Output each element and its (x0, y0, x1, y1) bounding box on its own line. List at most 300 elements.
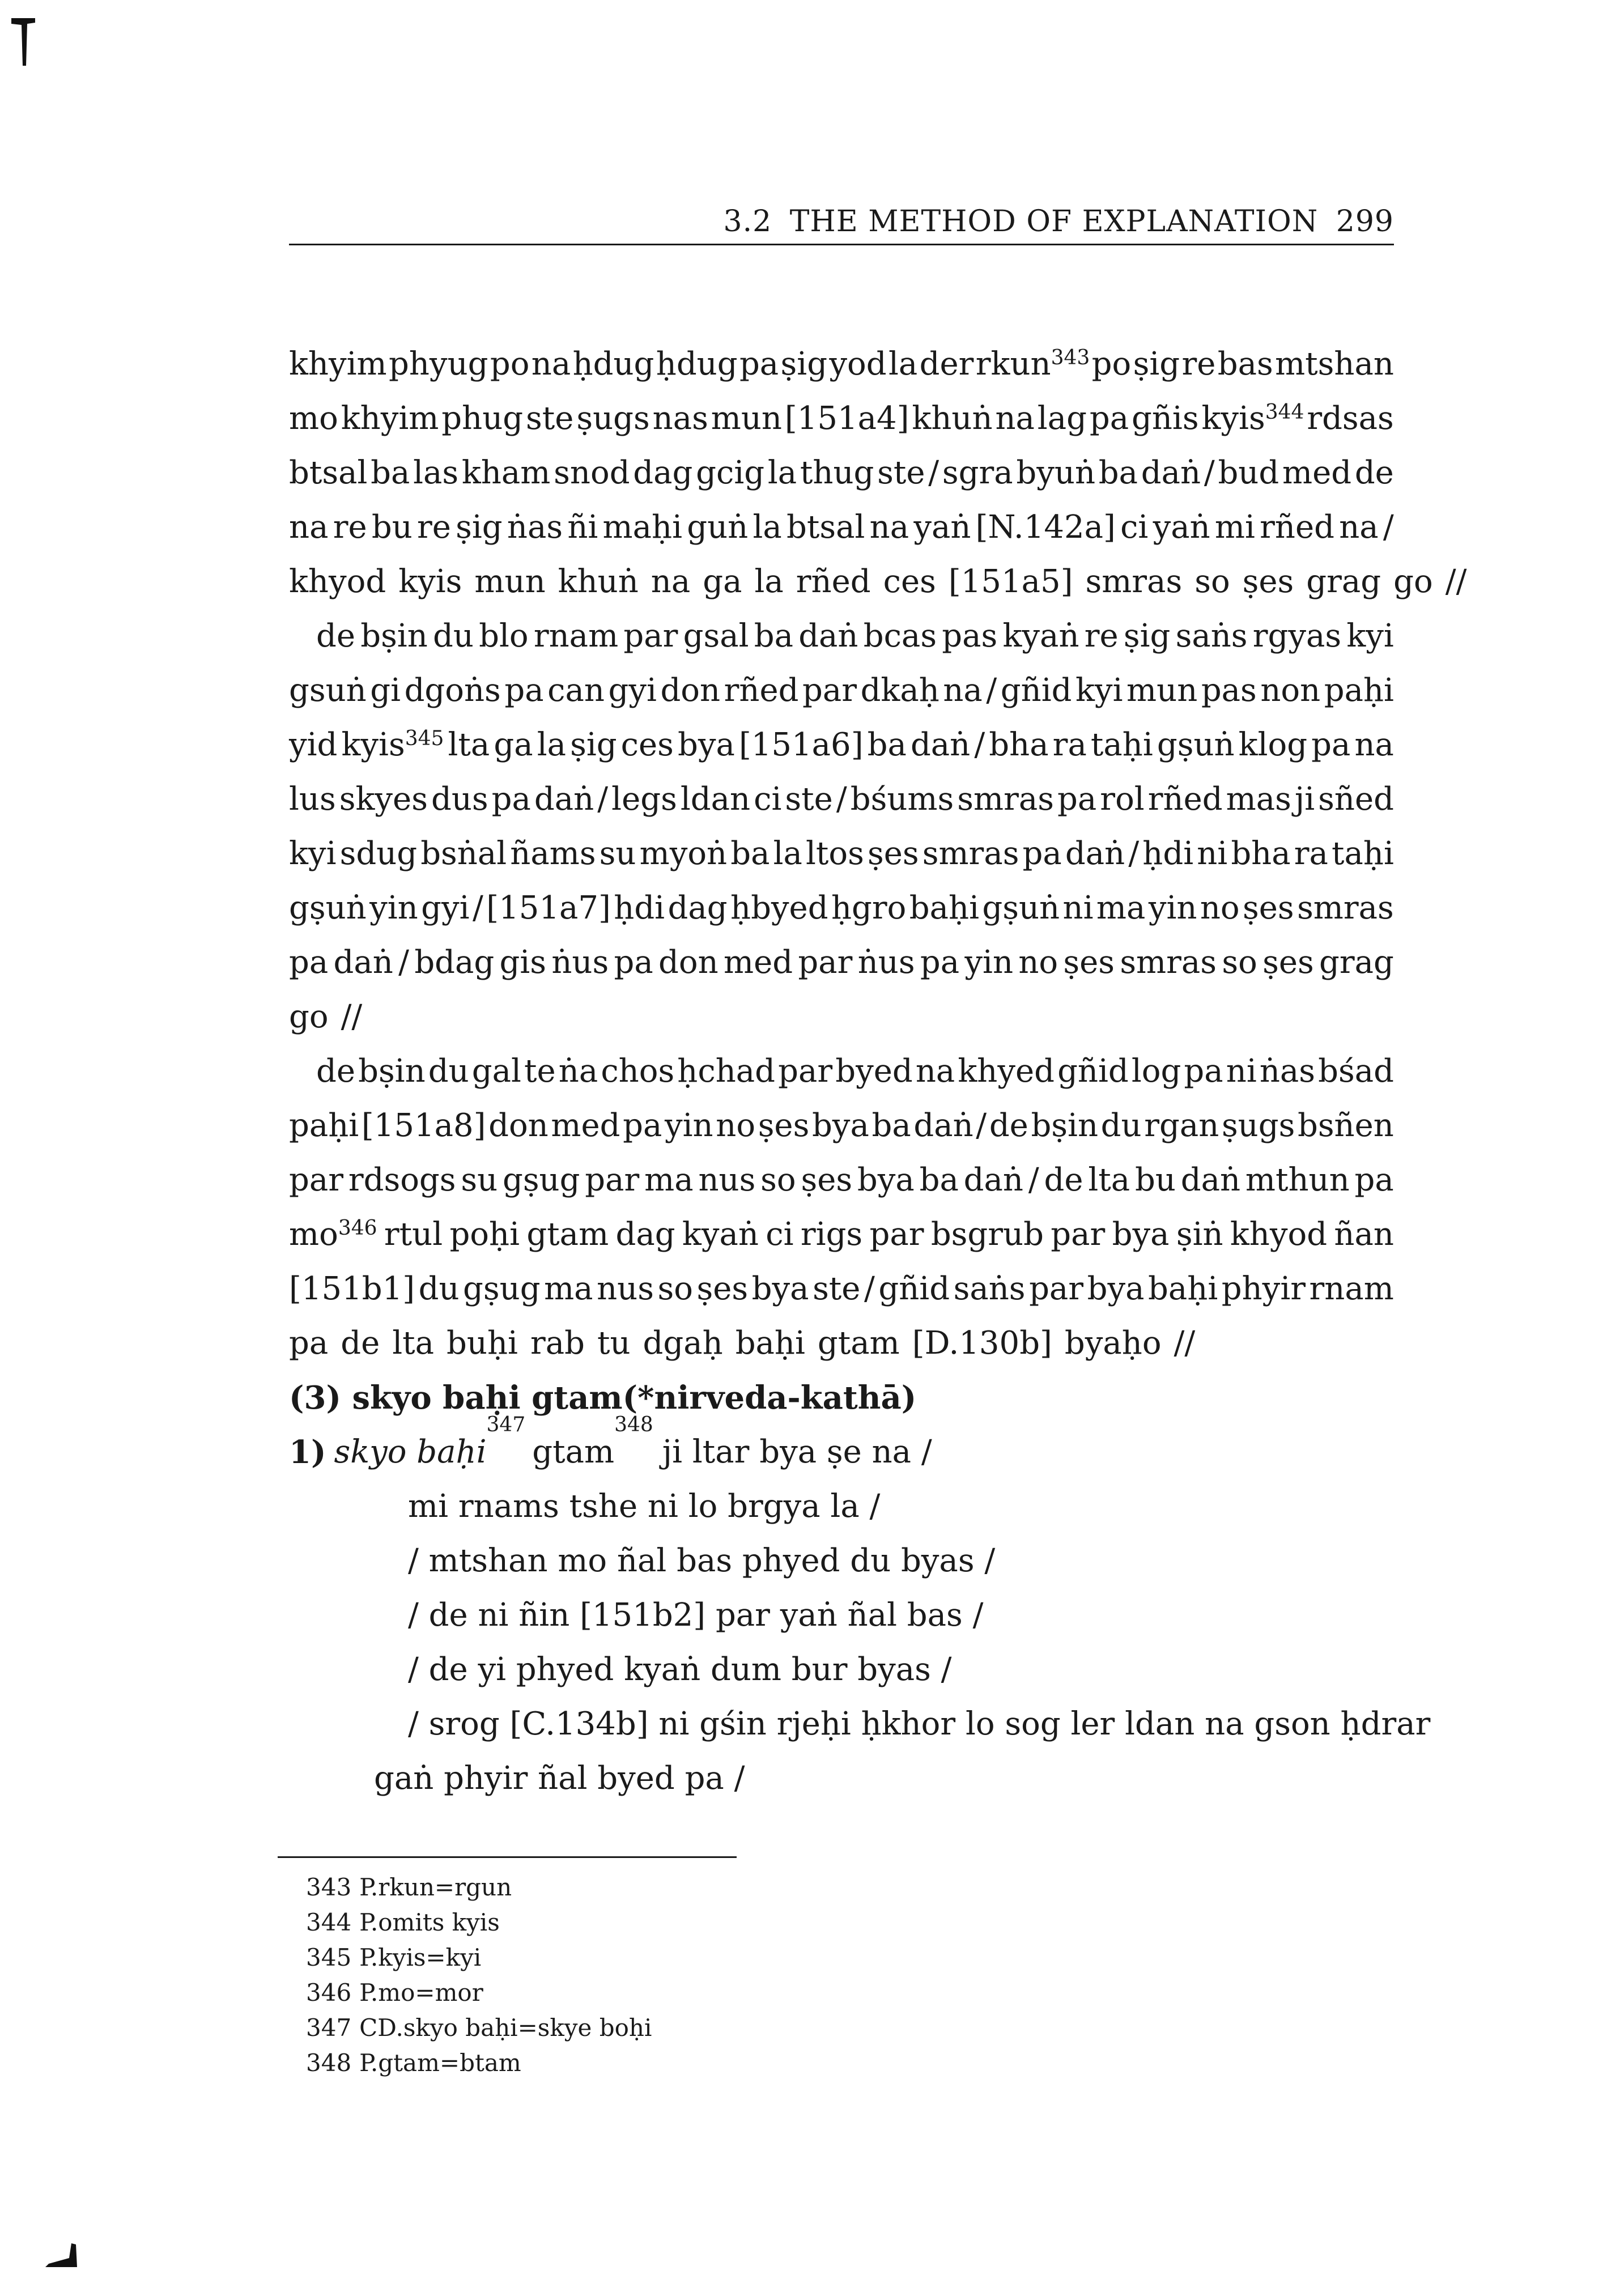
word: ma (544, 1270, 593, 1307)
binding-mark-icon (10, 16, 36, 67)
word: daṅ (1141, 454, 1201, 491)
word: go (1393, 563, 1433, 600)
word: rñed (1260, 509, 1334, 546)
verse-line: / mtshan mo ñal bas phyed du byas / (408, 1542, 996, 1579)
main-text (289, 337, 1467, 1806)
footnote-ref: 343 (1051, 346, 1090, 369)
word: daṅ (913, 1107, 973, 1144)
word: du (418, 1270, 460, 1307)
word: rol (1100, 781, 1145, 818)
word: sdug (339, 835, 418, 872)
word: lta (1088, 1162, 1130, 1198)
footnote-number: 348 (306, 2049, 352, 2077)
word: na (289, 509, 329, 546)
text-line (289, 1262, 1394, 1316)
word: ṅus (551, 944, 609, 981)
word: ṣig (780, 346, 828, 382)
footnote-text: CD.skyo baḥi=skye boḥi (359, 2014, 652, 2042)
word: ṅa (558, 1053, 598, 1090)
word: taḥi (1332, 835, 1394, 872)
text-line (289, 664, 1394, 718)
word: / (986, 672, 997, 709)
word: khyod (289, 563, 386, 600)
word: pa (1022, 835, 1062, 872)
word: ḥdi (1142, 835, 1194, 872)
text-line (289, 500, 1394, 555)
paragraph (289, 337, 1467, 609)
word: bśad (1318, 1053, 1394, 1090)
word: bṣin (360, 618, 428, 654)
word: gṣuṅ (1157, 726, 1235, 763)
word: can (547, 672, 605, 709)
word: par (778, 1053, 833, 1090)
word: gñid (1000, 672, 1072, 709)
word: btsal (787, 509, 865, 546)
word: maḥi (602, 509, 683, 546)
word: par (623, 618, 678, 654)
footnote (306, 1940, 652, 1975)
text-line (289, 881, 1394, 936)
word: ḥdug (656, 346, 738, 382)
word: legs (611, 781, 677, 818)
footnote-number: 344 (306, 1908, 352, 1936)
word: [151a8] (361, 1107, 486, 1144)
word: rñed (724, 672, 799, 709)
word: re (417, 509, 451, 546)
word: / (1383, 509, 1394, 546)
word: dus (431, 781, 488, 818)
word: bya (677, 726, 735, 763)
word: gi (370, 672, 401, 709)
word: ṅus (857, 944, 915, 981)
footnote-number: 343 (306, 1873, 352, 1901)
word: btsal (289, 454, 368, 491)
word: lta (448, 726, 490, 763)
word: thug (800, 454, 874, 491)
word: na (995, 400, 1035, 437)
word: so (1222, 944, 1257, 981)
word: no (1200, 890, 1240, 926)
word: pa (504, 672, 544, 709)
word: // (1445, 563, 1467, 600)
word: yin (665, 1107, 713, 1144)
word: grag (1319, 944, 1394, 981)
word: phug (441, 400, 524, 437)
word: gsuṅ (289, 672, 367, 709)
word: myoṅ (639, 835, 728, 872)
word: paḥi (289, 1107, 359, 1144)
footnote (306, 2010, 652, 2046)
word: daṅ (333, 944, 393, 981)
word: byaḥo (1064, 1325, 1162, 1362)
footnote-text: P.mo=mor (359, 1979, 483, 2006)
word: na (1354, 726, 1394, 763)
word: baḥi (1148, 1270, 1218, 1307)
text-line (289, 718, 1394, 772)
word: bya (857, 1162, 915, 1198)
word: ṣes (1242, 563, 1294, 600)
word: dag (633, 454, 693, 491)
word: la (767, 454, 797, 491)
word: kyaṅ (1002, 618, 1079, 654)
word: non (1260, 672, 1321, 709)
footnote-ref: 345 (405, 727, 444, 750)
word: pa (289, 1325, 329, 1362)
text-line (289, 772, 1394, 827)
word: de (989, 1107, 1028, 1144)
text-line (289, 446, 1394, 500)
word: ltos (805, 835, 864, 872)
word: so (657, 1270, 693, 1307)
word: grag (1306, 563, 1381, 600)
word: bas (1217, 346, 1273, 382)
word: na (651, 563, 691, 600)
word: ba (1098, 454, 1138, 491)
word: par (585, 1162, 640, 1198)
word: ṣes (801, 1162, 853, 1198)
word: bud (1218, 454, 1279, 491)
word: la (537, 726, 566, 763)
verse-line: / srog [C.134b] ni gśin rjeḥi ḥkhor lo sog ler ldan na gson ḥdrar (408, 1706, 1431, 1742)
text-line (289, 555, 1467, 609)
word: snod (554, 454, 630, 491)
word: ba (730, 835, 770, 872)
word: ste (813, 1270, 861, 1307)
word: / (472, 890, 483, 926)
word: ni (1197, 835, 1228, 872)
word: ci (1120, 509, 1149, 546)
word: na (1339, 509, 1379, 546)
word: kyis$^{344}$ (1201, 400, 1304, 437)
section-number: 3.2 (723, 205, 772, 239)
word: yaṅ (913, 509, 971, 546)
word: pa (1354, 1162, 1394, 1198)
word: no (1018, 944, 1058, 981)
word: yid (289, 726, 338, 763)
word: ṣes (696, 1270, 749, 1307)
paragraph (289, 1044, 1394, 1371)
word: par (802, 672, 857, 709)
word: pa (614, 944, 653, 981)
word: ṣes (758, 1107, 810, 1144)
word: pa (289, 944, 329, 981)
word: [151a7] (486, 890, 611, 926)
word: rdsogs (348, 1162, 456, 1198)
word: na (915, 1053, 955, 1090)
text-line (289, 392, 1394, 446)
word: bya (751, 1270, 809, 1307)
word: ṣig (570, 726, 617, 763)
word: par (1051, 1216, 1106, 1253)
word: smras (1297, 890, 1394, 926)
word: so (1194, 563, 1230, 600)
word: mas (1226, 781, 1291, 818)
word: gis (499, 944, 547, 981)
word: kyis (398, 563, 462, 600)
text-line (289, 1153, 1394, 1207)
word: [N.142a] (975, 509, 1116, 546)
word: / (974, 726, 985, 763)
word: gtam (817, 1325, 900, 1362)
word: gṣug (463, 1270, 541, 1307)
text-line (289, 936, 1394, 990)
word: / (398, 944, 410, 981)
word: bya (1087, 1270, 1145, 1307)
binding-mark-bottom-icon (43, 2241, 83, 2269)
word: / (836, 781, 847, 818)
word: de (1354, 454, 1394, 491)
word: du (428, 1053, 469, 1090)
word: gyi (608, 672, 657, 709)
word: med (723, 944, 793, 981)
word: mun (474, 563, 546, 600)
text-line (289, 1207, 1394, 1262)
word: tu (597, 1325, 631, 1362)
word: de (316, 1053, 355, 1090)
word: taḥi (1090, 726, 1153, 763)
chapter-title: THE METHOD OF EXPLANATION (789, 205, 1319, 239)
footnote (306, 1975, 652, 2010)
word: ji (1294, 781, 1315, 818)
word: rnam (533, 618, 619, 654)
page-number: 299 (1336, 205, 1394, 239)
text-line (289, 609, 1394, 664)
word: gsal (683, 618, 749, 654)
word: klog (1238, 726, 1308, 763)
word: dgaḥ (643, 1325, 723, 1362)
word: rigs (800, 1216, 863, 1253)
word: rnam (1309, 1270, 1394, 1307)
word: // (341, 998, 363, 1035)
item-rest: ji ltar bya ṣe na / (662, 1434, 932, 1470)
word: bya (811, 1107, 869, 1144)
word: ci (766, 1216, 794, 1253)
footnote-number: 345 (306, 1944, 352, 1971)
word: pas (942, 618, 998, 654)
word: kyis$^{345}$ (341, 726, 444, 763)
word: [151b1] (289, 1270, 415, 1307)
word: ci (754, 781, 782, 818)
verse-continuation: gaṅ phyir ñal byed pa / (374, 1760, 745, 1797)
footnote-text: P.rkun=rgun (359, 1873, 512, 1901)
footnote-text: P.omits kyis (359, 1908, 500, 1936)
word: ḥdug (572, 346, 654, 382)
word: dag (668, 890, 728, 926)
word: khyod (1230, 1216, 1328, 1253)
word: ba (371, 454, 410, 491)
word: ṣes (1063, 944, 1115, 981)
footnote-number: 346 (306, 1979, 352, 2006)
word: gñis (1132, 400, 1199, 437)
word: pa (1057, 781, 1097, 818)
word: ra (1052, 726, 1087, 763)
word: ṅas (1259, 1053, 1316, 1090)
paragraph (289, 609, 1394, 1044)
word: kham (461, 454, 551, 491)
word: ṣugs (1221, 1107, 1295, 1144)
word: bdag (414, 944, 495, 981)
word: daṅ (1180, 1162, 1241, 1198)
word: go (289, 998, 329, 1035)
word: ni (1062, 890, 1094, 926)
word: guṅ (687, 509, 749, 546)
word: pa (1311, 726, 1351, 763)
word: smras (1085, 563, 1183, 600)
word: daṅ (963, 1162, 1023, 1198)
word: // (1174, 1325, 1196, 1362)
word: saṅs (1175, 618, 1248, 654)
item-number: 1) (289, 1434, 326, 1471)
word: dag (615, 1216, 675, 1253)
word: ba (919, 1162, 959, 1198)
word: la (888, 346, 918, 382)
word: don (658, 944, 719, 981)
word: mtshan (1275, 346, 1394, 382)
footnote-ref-347: 347 (486, 1413, 526, 1436)
word: rñed (1147, 781, 1223, 818)
word: [D.130b] (912, 1325, 1052, 1362)
paragraphs (289, 337, 1467, 1371)
word: par (869, 1216, 924, 1253)
word: gyi (421, 890, 470, 926)
verse-line: / de yi phyed kyaṅ dum bur byas / (408, 1651, 952, 1688)
word: gṣuṅ (289, 890, 367, 926)
word: par (289, 1162, 344, 1198)
word: la (754, 563, 784, 600)
word: pa (1184, 1053, 1223, 1090)
word: ṣes (1262, 944, 1314, 981)
word: bu (1134, 1162, 1176, 1198)
word: bṣin (1031, 1107, 1099, 1144)
word: yin (369, 890, 418, 926)
word: la (753, 509, 782, 546)
word: poḥi (449, 1216, 520, 1253)
word: gtam (526, 1216, 609, 1253)
word: gṣug (502, 1162, 580, 1198)
footnotes (306, 1870, 652, 2081)
word: skyes (339, 781, 428, 818)
footnote-ref-348: 348 (614, 1413, 653, 1436)
word: buḥi (447, 1325, 518, 1362)
word: rñed (796, 563, 871, 600)
word: par (1029, 1270, 1084, 1307)
text-line (289, 337, 1394, 392)
word: bha (1231, 835, 1291, 872)
word: yod (829, 346, 887, 382)
word: ba (867, 726, 907, 763)
word: pa (739, 346, 779, 382)
word: mi (1214, 509, 1255, 546)
word: phyir (1221, 1270, 1306, 1307)
word: no (716, 1107, 756, 1144)
word: rgan (1144, 1107, 1219, 1144)
word: pa (623, 1107, 662, 1144)
word: kyi (1346, 618, 1394, 654)
word: smras (957, 781, 1054, 818)
word: / (1204, 454, 1215, 491)
text-line (289, 1316, 1394, 1371)
word: bu (371, 509, 413, 546)
word: smras (1120, 944, 1217, 981)
word: blo (479, 618, 529, 654)
word: re (1181, 346, 1216, 382)
word: ḥgro (831, 890, 907, 926)
footnote-rule (278, 1856, 737, 1858)
word: rtul (384, 1216, 443, 1253)
word: bsñen (1297, 1107, 1394, 1144)
word: yin (1148, 890, 1197, 926)
word: su (461, 1162, 498, 1198)
word: pas (1201, 672, 1257, 709)
word: gṣuṅ (982, 890, 1060, 926)
word: kyi (289, 835, 337, 872)
word: las (413, 454, 459, 491)
word: baḥi (735, 1325, 805, 1362)
word: po (1091, 346, 1132, 382)
word: bcas (863, 618, 937, 654)
word: bsgrub (930, 1216, 1044, 1253)
footnote-text: P.kyis=kyi (359, 1944, 482, 1971)
word: bha (989, 726, 1049, 763)
word: ṣiṅ (1176, 1216, 1223, 1253)
word: / (928, 454, 939, 491)
word: so (760, 1162, 796, 1198)
word: ṣes (1243, 890, 1294, 926)
word: bya (1112, 1216, 1170, 1253)
word: khyim (289, 346, 387, 382)
word: / (597, 781, 609, 818)
word: ṣig (456, 509, 503, 546)
word: / (976, 1107, 987, 1144)
word: ldan (680, 781, 751, 818)
word: kyi (1075, 672, 1123, 709)
word: ñams (510, 835, 596, 872)
word: don (488, 1107, 549, 1144)
word: phyug (389, 346, 488, 382)
text-line (289, 827, 1394, 881)
word: ṅas (507, 509, 563, 546)
word: ste (785, 781, 833, 818)
word: bsṅal (420, 835, 507, 872)
word: byuṅ (1016, 454, 1096, 491)
word: ste (526, 400, 574, 437)
word: ṣugs (576, 400, 650, 437)
word: daṅ (1065, 835, 1125, 872)
word: pa (491, 781, 531, 818)
word: rab (530, 1325, 585, 1362)
word: smras (922, 835, 1019, 872)
verse-line: mi rnams tshe ni lo brgya la / (408, 1488, 881, 1525)
word: na (531, 346, 571, 382)
word: lag (1037, 400, 1087, 437)
word: daṅ (798, 618, 858, 654)
word: nus (597, 1270, 654, 1307)
word: khyed (958, 1053, 1055, 1090)
text-line (289, 990, 1394, 1044)
word: ba (754, 618, 793, 654)
word: daṅ (910, 726, 971, 763)
word: ra (1294, 835, 1328, 872)
word: [151a5] (948, 563, 1073, 600)
word: gñid (1057, 1053, 1129, 1090)
word: khuṅ (912, 400, 993, 437)
item-line (289, 1413, 1394, 1479)
word: don (660, 672, 721, 709)
word: rgyas (1252, 618, 1342, 654)
word: mun (711, 400, 782, 437)
word: byed (835, 1053, 913, 1090)
word: sgra (942, 454, 1013, 491)
